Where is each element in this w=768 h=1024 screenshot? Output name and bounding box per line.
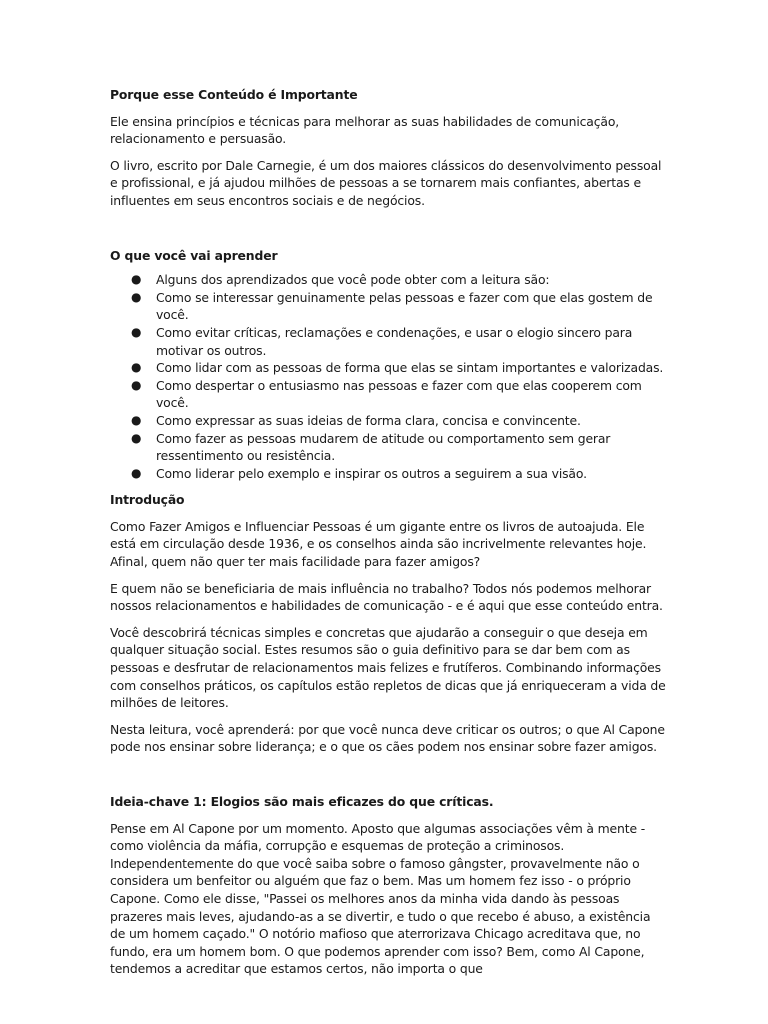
paragraph: O livro, escrito por Dale Carnegie, é um dos maiores clássicos do desenvolvimento pessoal e profissional, e já ajudou milhões de pessoas a se tornarem mais confiantes, abertas e influentes em seus encontros sociais e de negócios.: [110, 157, 662, 208]
paragraph: Nesta leitura, você aprenderá: por que você nunca deve criticar os outros; o que Al Capone pode nos ensinar sobre liderança; e o que os cães podem nos ensinar sobre fazer amigos.: [110, 721, 665, 755]
bullet-icon: ●: [131, 412, 142, 427]
list-item: ● Como se interessar genuinamente pelas pessoas e fazer com que elas gostem de você.: [131, 289, 653, 323]
list-item: ● Como evitar críticas, reclamações e condenações, e usar o elogio sincero para motivar os outros.: [131, 324, 633, 358]
bullet-icon: ●: [131, 324, 142, 339]
list-item: ● Alguns dos aprendizados que você pode obter com a leitura são:: [131, 272, 550, 288]
bullet-icon: ●: [131, 289, 142, 304]
paragraph: Como Fazer Amigos e Influenciar Pessoas é um gigante entre os livros de autoajuda. Ele está em circulação desde 1936, e os conselhos ainda são incrivelmente relevantes hoje. Afinal, quem não quer ter mais facilidade para fazer amigos?: [110, 518, 647, 570]
list-item: ● Como liderar pelo exemplo e inspirar os outros a seguirem a sua visão.: [131, 465, 587, 481]
heading-key-idea-1: Ideia-chave 1: Elogios são mais eficazes do que críticas.: [110, 794, 494, 809]
bullet-icon: ●: [131, 465, 142, 480]
paragraph: Pense em Al Capone por um momento. Aposto que algumas associações vêm à mente - como violência da máfia, corrupção e esquemas de proteção a criminosos. Independentemente do que você saiba sobre o famoso gângster, provavelmente não o considera um benfeitor ou alguém que faz o bem. Mas um homem fez isso - o próprio Capone. Como ele disse, "Passei os melhores anos da minha vida dando às pessoas prazeres mais leves, ajudando-as a se divertir, e tudo o que recebo é abuso, a existência de um homem caçado." O notório mafioso que aterrorizava Chicago acreditava que, no fundo, era um homem bom. O que podemos aprender com isso? Bem, como Al Capone, tendemos a acreditar que estamos certos, não importa o que: [110, 820, 651, 977]
heading-importance: Porque esse Conteúdo é Importante: [110, 87, 358, 102]
bullet-icon: ●: [131, 272, 142, 287]
heading-what-you-learn: O que você vai aprender: [110, 247, 278, 263]
paragraph: Ele ensina princípios e técnicas para melhorar as suas habilidades de comunicação, relacionamento e persuasão.: [110, 113, 620, 147]
list-item: ● Como fazer as pessoas mudarem de atitude ou comportamento sem gerar ressentimento ou resistência.: [131, 430, 611, 464]
learning-list: [110, 271, 666, 482]
document-page: [110, 86, 666, 978]
paragraph: Você descobrirá técnicas simples e concretas que ajudarão a conseguir o que deseja em qualquer situação social. Estes resumos são o guia definitivo para se dar bem com as pessoas e desfrutar de relacionamentos mais felizes e frutíferos. Combinando informações com conselhos práticos, os capítulos estão repletos de dicas que já enriqueceram a vida de milhões de leitores.: [110, 624, 666, 711]
bullet-icon: ●: [131, 360, 142, 375]
paragraph: E quem não se beneficiaria de mais influência no trabalho? Todos nós podemos melhorar nossos relacionamentos e habilidades de comunicação - e é aqui que esse conteúdo entra.: [110, 580, 663, 614]
list-item: ● Como expressar as suas ideias de forma clara, concisa e convincente.: [131, 412, 581, 428]
list-item: ● Como despertar o entusiasmo nas pessoas e fazer com que elas cooperem com você.: [131, 377, 642, 411]
list-item: ● Como lidar com as pessoas de forma que elas se sintam importantes e valorizadas.: [131, 360, 664, 376]
bullet-icon: ●: [131, 430, 142, 445]
heading-introduction: Introdução: [110, 492, 185, 508]
bullet-icon: ●: [131, 377, 142, 392]
